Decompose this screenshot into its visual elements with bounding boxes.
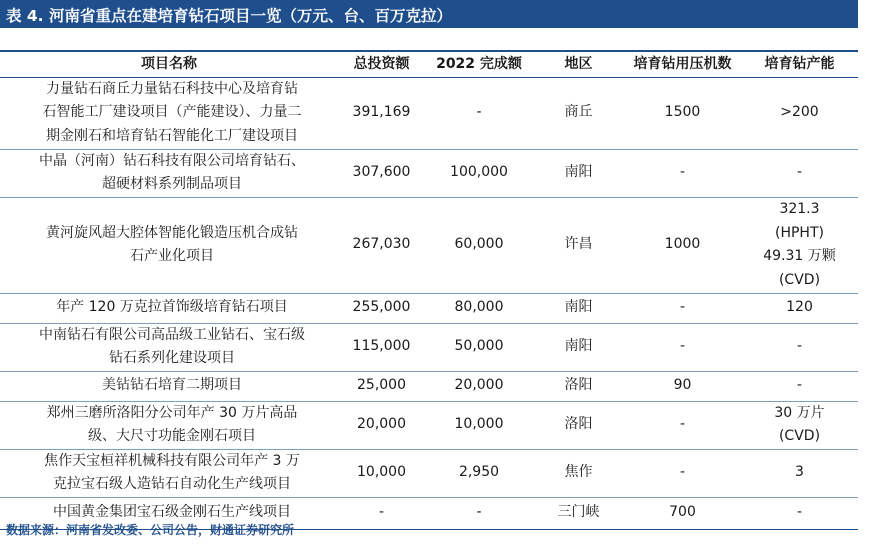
project-name-line: 期金刚石和培育钻石智能化工厂建设项目	[46, 127, 298, 144]
capacity-line: (HPHT)	[775, 224, 824, 241]
cell-capacity	[741, 197, 858, 293]
table-row	[0, 149, 858, 197]
cell-completed: 60,000	[425, 197, 533, 293]
capacity-line: 30 万片	[774, 404, 825, 421]
capacity-line: >200	[780, 104, 819, 121]
cell-completed: 20,000	[425, 371, 533, 401]
cell-project-name	[0, 401, 338, 449]
cell-capacity	[741, 497, 858, 529]
project-name-line: 中国黄金集团宝石级金刚石生产线项目	[53, 504, 291, 521]
header-investment: 总投资额	[338, 51, 425, 77]
cell-project-name	[0, 77, 338, 149]
cell-investment: 267,030	[338, 197, 425, 293]
cell-presses: -	[624, 323, 741, 371]
project-name-line: 中晶（河南）钻石科技有限公司培育钻石、	[39, 152, 305, 169]
cell-completed: 80,000	[425, 293, 533, 323]
projects-table	[0, 50, 858, 530]
cell-region: 洛阳	[533, 401, 624, 449]
capacity-line: -	[796, 377, 803, 394]
cell-investment: 10,000	[338, 449, 425, 497]
cell-capacity	[741, 149, 858, 197]
capacity-line: (CVD)	[778, 428, 821, 444]
project-name-line: 中南钻石有限公司高品级工业钻石、宝石级	[39, 326, 305, 343]
header-capacity: 培育钻产能	[741, 51, 858, 77]
table-row	[0, 197, 858, 293]
project-name-line: 钻石系列化建设项目	[109, 350, 235, 366]
table-row	[0, 371, 858, 401]
cell-capacity	[741, 449, 858, 497]
table-row	[0, 77, 858, 149]
cell-presses: 1500	[624, 77, 741, 149]
cell-investment: -	[338, 497, 425, 529]
cell-investment: 255,000	[338, 293, 425, 323]
cell-capacity	[741, 371, 858, 401]
cell-presses: 90	[624, 371, 741, 401]
cell-project-name	[0, 323, 338, 371]
capacity-line: 321.3	[779, 201, 820, 217]
capacity-line: 120	[786, 299, 813, 316]
cell-presses: 700	[624, 497, 741, 529]
project-name-line: 石智能工厂建设项目（产能建设）、力量二	[42, 104, 302, 121]
table-row	[0, 293, 858, 323]
cell-completed: -	[425, 497, 533, 529]
header-completed: 2022 完成额	[425, 51, 533, 77]
project-name-line: 克拉宝石级人造钻石自动化生产线项目	[53, 476, 291, 492]
table-row	[0, 449, 858, 497]
cell-investment: 20,000	[338, 401, 425, 449]
cell-region: 南阳	[533, 323, 624, 371]
cell-project-name	[0, 149, 338, 197]
project-name-line: 级、大尺寸功能金刚石项目	[88, 428, 256, 444]
cell-presses: 1000	[624, 197, 741, 293]
header-presses: 培育钻用压机数	[624, 51, 741, 77]
project-name-line: 力量钻石商丘力量钻石科技中心及培育钻	[46, 80, 298, 97]
cell-region: 南阳	[533, 149, 624, 197]
cell-completed: 2,950	[425, 449, 533, 497]
cell-capacity	[741, 293, 858, 323]
capacity-line: -	[796, 504, 803, 521]
cell-capacity	[741, 323, 858, 371]
cell-investment: 391,169	[338, 77, 425, 149]
cell-capacity	[741, 77, 858, 149]
cell-project-name	[0, 293, 338, 323]
project-name-line: 年产 120 万克拉首饰级培育钻石项目	[56, 299, 288, 316]
cell-presses: -	[624, 401, 741, 449]
table-header-row	[0, 51, 858, 77]
project-name-line: 焦作天宝桓祥机械科技有限公司年产 3 万	[44, 452, 300, 469]
cell-project-name	[0, 371, 338, 401]
cell-presses: -	[624, 449, 741, 497]
cell-project-name	[0, 197, 338, 293]
cell-completed: 100,000	[425, 149, 533, 197]
project-name-line: 黄河旋风超大腔体智能化锻造压机合成钻	[46, 224, 298, 241]
project-name-line: 美钻钻石培育二期项目	[102, 377, 242, 394]
cell-presses: -	[624, 293, 741, 323]
capacity-line: 49.31 万颗	[763, 248, 836, 264]
capacity-line: -	[796, 338, 803, 355]
cell-region: 南阳	[533, 293, 624, 323]
cell-completed: 10,000	[425, 401, 533, 449]
header-project: 项目名称	[0, 51, 338, 77]
cell-completed: -	[425, 77, 533, 149]
table-row	[0, 323, 858, 371]
cell-region: 三门峡	[533, 497, 624, 529]
source-note: 数据来源：河南省发改委、公司公告，财通证券研究所	[6, 523, 295, 537]
project-name-line: 石产业化项目	[130, 248, 214, 264]
cell-region: 商丘	[533, 77, 624, 149]
table-title: 表 4. 河南省重点在建培育钻石项目一览（万元、台、百万克拉）	[0, 0, 858, 28]
project-name-line: 郑州三磨所洛阳分公司年产 30 万片高品	[46, 404, 298, 421]
cell-region: 许昌	[533, 197, 624, 293]
header-region: 地区	[533, 51, 624, 77]
cell-region: 焦作	[533, 449, 624, 497]
capacity-line: (CVD)	[778, 271, 821, 288]
table-body	[0, 77, 858, 529]
cell-completed: 50,000	[425, 323, 533, 371]
cell-investment: 115,000	[338, 323, 425, 371]
cell-investment: 25,000	[338, 371, 425, 401]
capacity-line: -	[796, 164, 803, 181]
cell-capacity	[741, 401, 858, 449]
table-row	[0, 401, 858, 449]
cell-investment: 307,600	[338, 149, 425, 197]
cell-region: 洛阳	[533, 371, 624, 401]
cell-presses: -	[624, 149, 741, 197]
cell-project-name	[0, 449, 338, 497]
project-name-line: 超硬材料系列制品项目	[102, 176, 242, 192]
capacity-line: 3	[795, 464, 804, 481]
